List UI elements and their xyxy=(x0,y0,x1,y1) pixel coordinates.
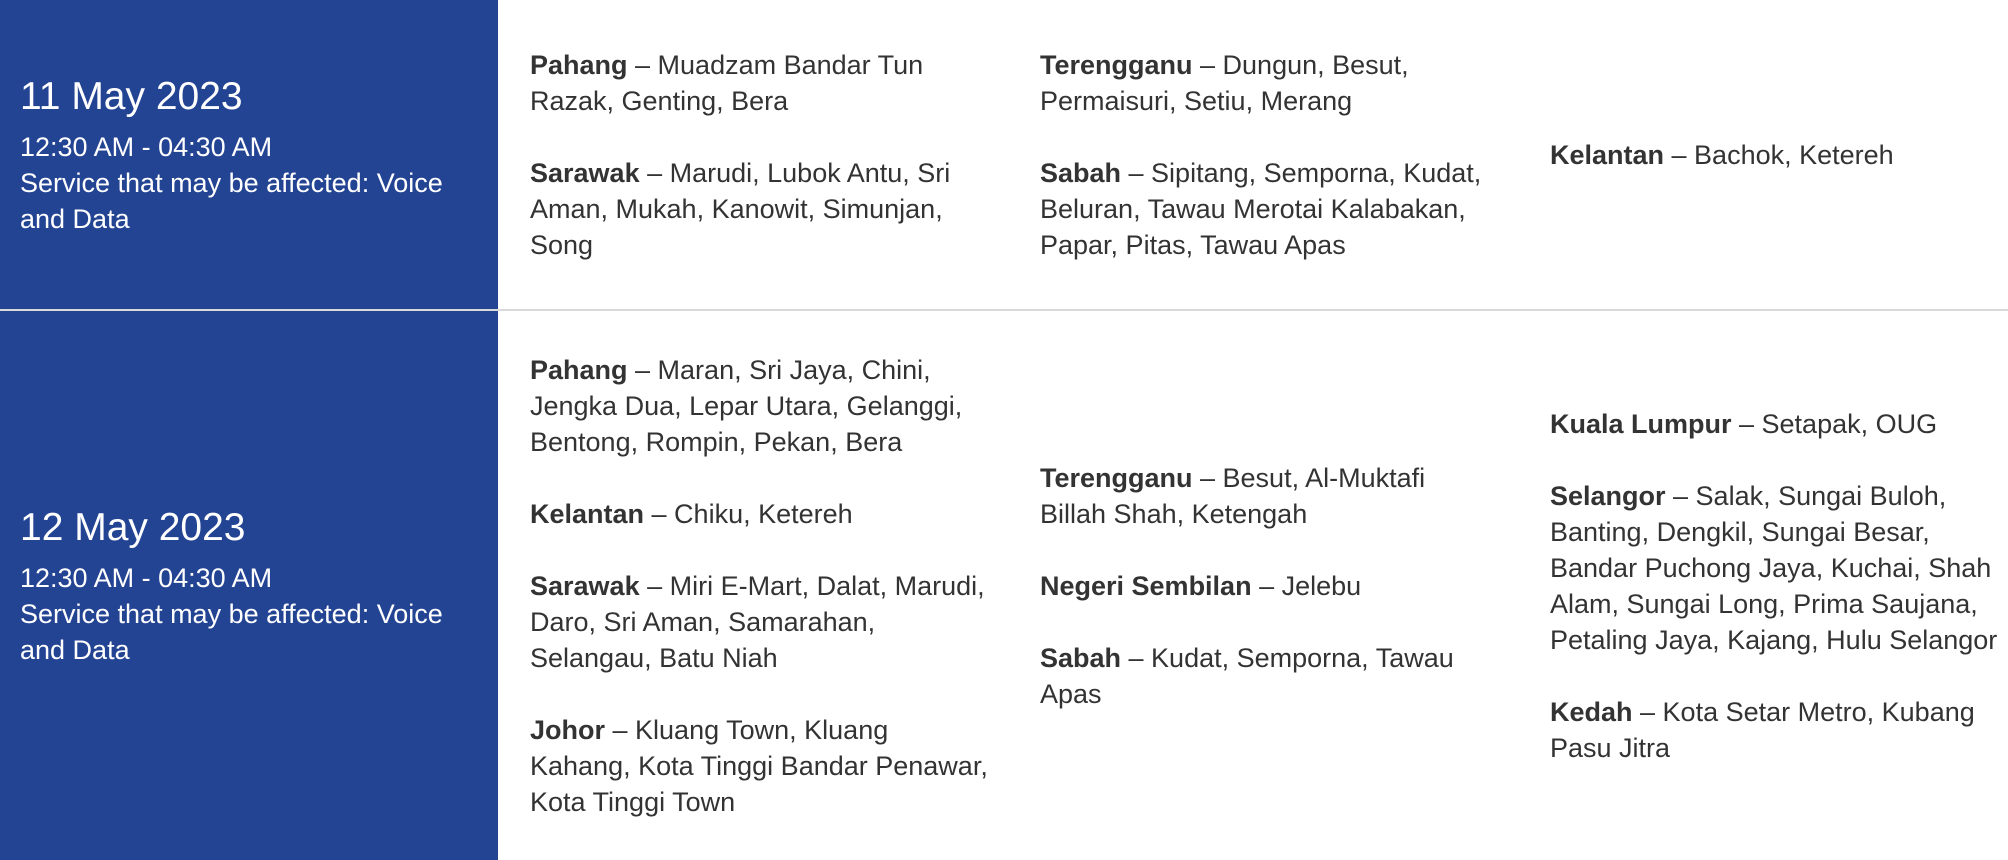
state-name: Sabah xyxy=(1040,157,1122,188)
region-entry xyxy=(1040,460,1498,532)
service-affected: Service that may be affected: Voice and Data xyxy=(20,167,443,234)
state-name: Negeri Sembilan xyxy=(1040,570,1252,601)
region-entry xyxy=(530,352,990,460)
region-column xyxy=(498,311,1008,860)
region-entry xyxy=(1040,640,1498,712)
region-entry xyxy=(1550,694,2000,766)
region-entry xyxy=(530,568,990,676)
area-list: – Setapak, OUG xyxy=(1731,408,1938,439)
state-name: Johor xyxy=(530,714,606,745)
state-name: Kelantan xyxy=(530,498,645,529)
state-name: Pahang xyxy=(530,49,628,80)
state-name: Kuala Lumpur xyxy=(1550,408,1732,439)
date-title: 12 May 2023 xyxy=(20,505,246,549)
area-list: – Salak, Sungai Buloh, Banting, Dengkil, Sungai Besar, Bandar Puchong Jaya, Kuchai, Shah Alam, Sungai Long, Prima Saujana, Petaling Jaya, Kajang, Hulu Selangor xyxy=(1550,480,1998,655)
region-column xyxy=(1008,311,1518,860)
region-entry xyxy=(1550,137,2000,173)
schedule-row xyxy=(0,0,2008,311)
region-column xyxy=(1008,0,1518,309)
area-list: – Marudi, Lubok Antu, Sri Aman, Mukah, Kanowit, Simunjan, Song xyxy=(530,157,951,260)
area-list: – Chiku, Ketereh xyxy=(644,498,853,529)
area-list: – Dungun, Besut, Permaisuri, Setiu, Merang xyxy=(1040,49,1409,116)
region-column xyxy=(1518,0,2008,309)
area-list: – Kluang Town, Kluang Kahang, Kota Tinggi Bandar Penawar, Kota Tinggi Town xyxy=(530,714,988,817)
state-name: Sarawak xyxy=(530,570,640,601)
region-entry xyxy=(1040,155,1498,263)
area-list: – Miri E-Mart, Dalat, Marudi, Daro, Sri Aman, Samarahan, Selangau, Batu Niah xyxy=(530,570,985,673)
state-name: Terengganu xyxy=(1040,49,1193,80)
region-entry xyxy=(530,47,990,119)
date-title: 11 May 2023 xyxy=(20,74,243,118)
region-entry xyxy=(1550,406,2000,442)
region-entry xyxy=(1040,47,1498,119)
area-list: – Jelebu xyxy=(1251,570,1362,601)
date-cell xyxy=(0,311,498,860)
region-column xyxy=(498,0,1008,309)
schedule-row xyxy=(0,311,2008,860)
time-range: 12:30 AM - 04:30 AM xyxy=(20,131,273,162)
state-name: Pahang xyxy=(530,354,628,385)
state-name: Kedah xyxy=(1550,696,1633,727)
area-list: – Kota Setar Metro, Kubang Pasu Jitra xyxy=(1550,696,1975,763)
area-list: – Sipitang, Semporna, Kudat, Beluran, Tawau Merotai Kalabakan, Papar, Pitas, Tawau Apas xyxy=(1040,157,1482,260)
state-name: Sabah xyxy=(1040,642,1122,673)
state-name: Kelantan xyxy=(1550,139,1665,170)
region-entry xyxy=(530,712,990,820)
region-entry xyxy=(1550,478,2000,658)
region-entry xyxy=(1040,568,1498,604)
area-list: – Maran, Sri Jaya, Chini, Jengka Dua, Lepar Utara, Gelanggi, Bentong, Rompin, Pekan, Bera xyxy=(530,354,963,457)
service-affected: Service that may be affected: Voice and Data xyxy=(20,598,443,665)
date-cell xyxy=(0,0,498,309)
region-column xyxy=(1518,311,2008,860)
state-name: Terengganu xyxy=(1040,462,1193,493)
state-name: Selangor xyxy=(1550,480,1666,511)
area-list: – Besut, Al-Muktafi Billah Shah, Ketengah xyxy=(1040,462,1426,529)
region-entry xyxy=(530,155,990,263)
state-name: Sarawak xyxy=(530,157,640,188)
region-entry xyxy=(530,496,990,532)
area-list: – Bachok, Ketereh xyxy=(1664,139,1894,170)
area-list: – Muadzam Bandar Tun Razak, Genting, Bera xyxy=(530,49,924,116)
area-list: – Kudat, Semporna, Tawau Apas xyxy=(1040,642,1454,709)
time-range: 12:30 AM - 04:30 AM xyxy=(20,562,273,593)
